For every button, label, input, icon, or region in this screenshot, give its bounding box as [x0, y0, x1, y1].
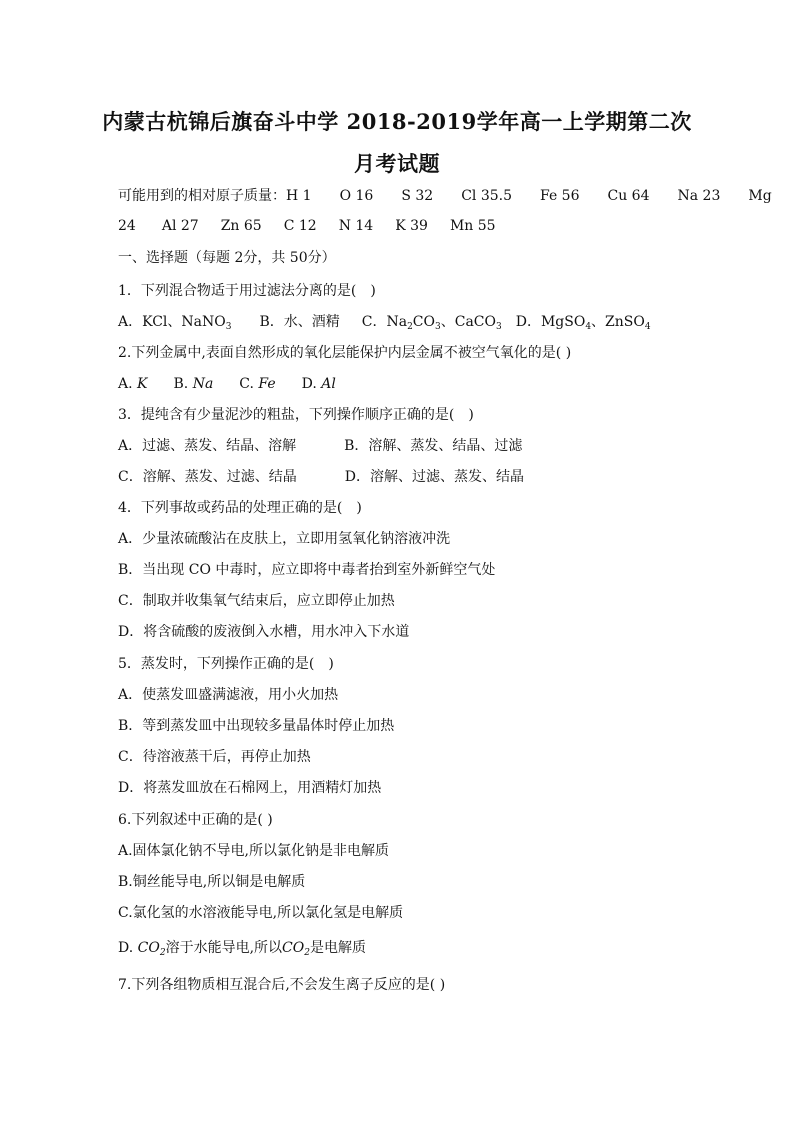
q2-option-c: C. Fe: [239, 376, 276, 392]
atomic-mass-mn: Mn 55: [449, 218, 496, 234]
q1-option-b: B．水、酒精: [259, 314, 340, 330]
q4-option-b: B．当出现 CO 中毒时，应立即将中毒者抬到室外新鲜空气处: [118, 562, 496, 578]
atomic-mass-o: O 16: [339, 188, 374, 204]
question-3-options-cd: [118, 467, 758, 487]
atomic-mass-mg: Mg: [748, 188, 772, 204]
atomic-mass-cl: Cl 35.5: [461, 188, 512, 204]
atomic-mass-fe: Fe 56: [540, 188, 580, 204]
q4-option-d: D．将含硫酸的废液倒入水槽，用水冲入下水道: [118, 624, 410, 640]
q1-option-c: C．$Na_2CO_3$、CaCO$_3$: [361, 314, 502, 332]
atomic-mass-zn: Zn 65: [220, 218, 262, 234]
q3-option-b: B．溶解、蒸发、结晶、过滤: [344, 438, 523, 454]
q6-option-a: A.固体氯化钠不导电,所以氯化钠是非电解质: [118, 843, 390, 859]
exam-title-line2: 月考试题: [354, 151, 440, 176]
question-5-stem: 5．蒸发时，下列操作正确的是( ): [118, 656, 334, 672]
q3-option-c: C．溶解、蒸发、过滤、结晶: [118, 469, 297, 485]
atomic-mass-cu: Cu 64: [607, 188, 650, 204]
atomic-mass-c: C 12: [283, 218, 317, 234]
question-3-options-ab: [118, 436, 758, 456]
atomic-mass-al: Al 27: [161, 218, 199, 234]
q2-option-a: A. K: [118, 376, 148, 392]
q1-option-d: D．MgSO$_4$、ZnSO$_4$: [515, 314, 651, 332]
question-4-stem: 4．下列事故或药品的处理正确的是( ): [118, 500, 362, 516]
q5-option-b: B．等到蒸发皿中出现较多量晶体时停止加热: [118, 718, 395, 734]
q4-option-a: A．少量浓硫酸沾在皮肤上，立即用氢氧化钠溶液冲洗: [118, 531, 451, 547]
question-1-stem: 1．下列混合物适于用过滤法分离的是( ): [118, 283, 376, 299]
q5-option-c: C．待溶液蒸干后，再停止加热: [118, 749, 311, 765]
atomic-mass-n: N 14: [338, 218, 374, 234]
atomic-mass-k: K 39: [395, 218, 428, 234]
atomic-mass-na: Na 23: [677, 188, 721, 204]
section-heading: 一、选择题（每题 2分，共 50分）: [118, 250, 336, 266]
atomic-mass-intro: 可能用到的相对原子质量：H 1: [118, 188, 312, 204]
question-1-options: [118, 312, 758, 332]
q3-option-a: A．过滤、蒸发、结晶、溶解: [118, 438, 297, 454]
question-7-stem: 7.下列各组物质相互混合后,不会发生离子反应的是( ): [118, 977, 446, 993]
question-3-stem: 3．提纯含有少量泥沙的粗盐，下列操作顺序正确的是( ): [118, 407, 474, 423]
atomic-mass-row2: [118, 216, 758, 236]
q3-option-d: D．溶解、过滤、蒸发、结晶: [344, 469, 524, 485]
question-2-options: [118, 374, 758, 394]
q5-option-d: D．将蒸发皿放在石棉网上，用酒精灯加热: [118, 780, 382, 796]
question-6-stem: 6.下列叙述中正确的是( ): [118, 812, 273, 828]
atomic-mass-s: S 32: [401, 188, 434, 204]
exam-title-line1: 内蒙古杭锦后旗奋斗中学 2018-2019学年高一上学期第二次: [102, 109, 692, 134]
q4-option-c: C．制取并收集氧气结束后，应立即停止加热: [118, 593, 395, 609]
q6-option-c: C.氯化氢的水溶液能导电,所以氯化氢是电解质: [118, 905, 404, 921]
atomic-mass-row1: [118, 186, 772, 206]
atomic-mass-mg-value: 24: [118, 218, 136, 234]
q2-option-b: B. Na: [173, 376, 214, 392]
q6-option-b: B.铜丝能导电,所以铜是电解质: [118, 874, 306, 890]
question-2-stem: 2.下列金属中,表面自然形成的氧化层能保护内层金属不被空气氧化的是( ): [118, 345, 572, 361]
q1-option-a: A．KCl、NaNO$_3$: [118, 314, 232, 332]
q5-option-a: A．使蒸发皿盛满滤液，用小火加热: [118, 687, 339, 703]
q2-option-d: D. Al: [301, 376, 336, 392]
q6-option-d: D. $CO_2$溶于水能导电,所以$CO_2$是电解质: [118, 940, 366, 958]
